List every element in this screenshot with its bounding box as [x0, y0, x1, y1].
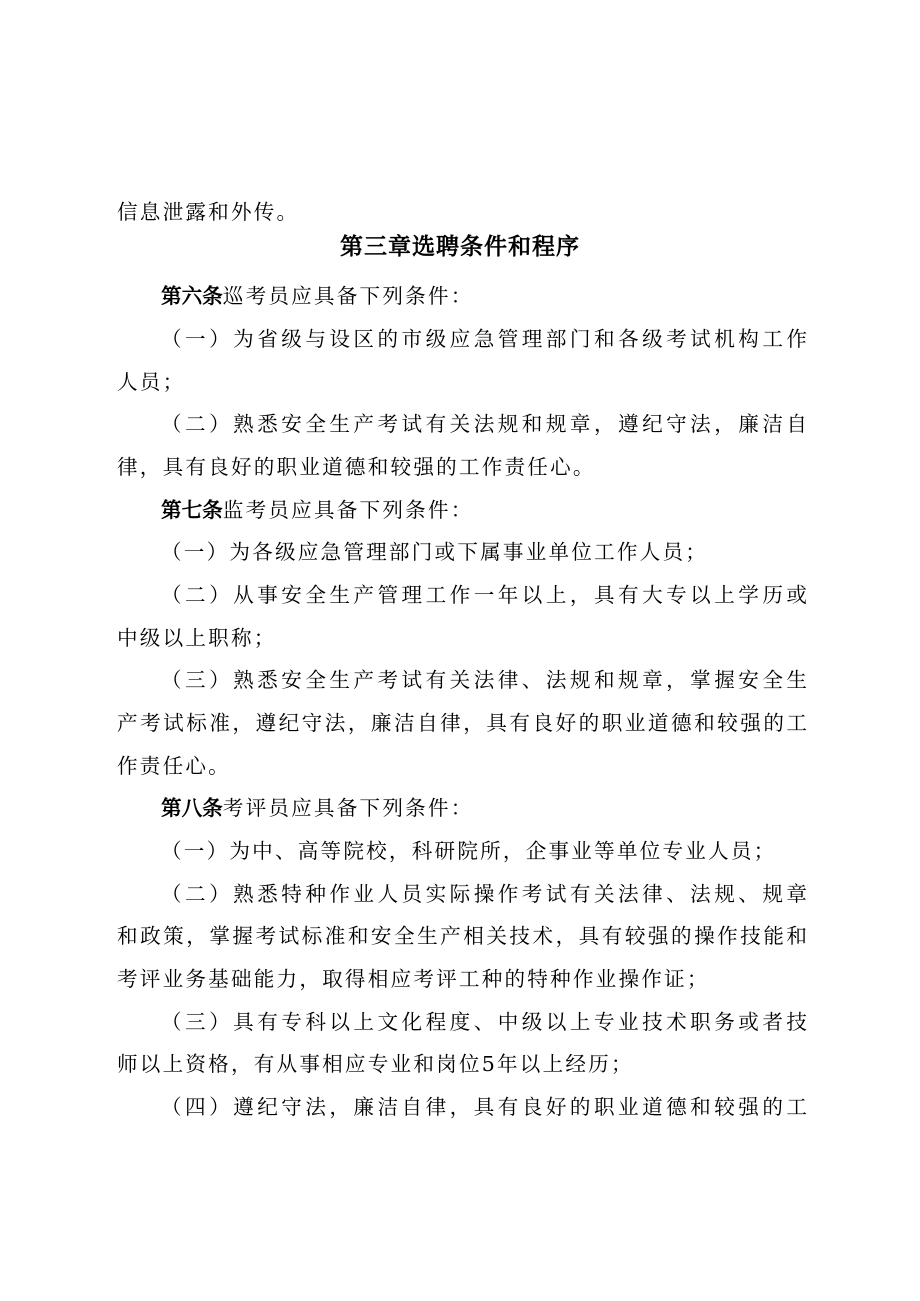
article-7-item-3-cont-2: 作责任心。	[117, 754, 231, 778]
article-8-item-2: （二）熟悉特种作业人员实际操作考试有关法律、法规、规章	[161, 882, 807, 906]
article-7-item-3-cont: 产考试标准，遵纪守法，廉洁自律，具有良好的职业道德和较强的工	[117, 711, 807, 735]
article-7-item-2: （二）从事安全生产管理工作一年以上，具有大专以上学历或	[161, 583, 807, 607]
article-6-item-2: （二）熟悉安全生产考试有关法规和规章，遵纪守法，廉洁自	[161, 412, 807, 436]
article-8-item-2-cont: 和政策，掌握考试标准和安全生产相关技术，具有较强的操作技能和	[117, 924, 807, 948]
article-7-item-1: （一）为各级应急管理部门或下属事业单位工作人员；	[161, 540, 709, 564]
article-7-item-2-cont: 中级以上职称；	[117, 626, 277, 650]
article-6-item-1-cont: 人员；	[117, 370, 186, 394]
article-6-intro	[161, 283, 807, 309]
chapter-title: 第三章选聘条件和程序	[340, 234, 580, 260]
article-8-label: 第八条	[161, 796, 223, 820]
article-7-label: 第七条	[161, 498, 223, 522]
article-6-item-1: （一）为省级与设区的市级应急管理部门和各级考试机构工作	[161, 327, 807, 351]
article-6-label: 第六条	[161, 284, 223, 308]
article-7-item-3: （三）熟悉安全生产考试有关法律、法规和规章，掌握安全生	[161, 668, 807, 692]
article-7-intro-text: 监考员应具备下列条件：	[222, 498, 474, 522]
article-8-item-3: （三）具有专科以上文化程度、中级以上专业技术职务或者技	[161, 1010, 807, 1034]
article-8-intro-text: 考评员应具备下列条件：	[222, 796, 474, 820]
article-8-item-1: （一）为中、高等院校，科研院所，企事业等单位专业人员；	[161, 839, 777, 863]
article-8-item-4: （四）遵纪守法，廉洁自律，具有良好的职业道德和较强的工	[161, 1095, 807, 1119]
article-8-intro	[161, 795, 807, 821]
carryover-line: 信息泄露和外传。	[117, 200, 300, 224]
article-8-item-2-cont-2: 考评业务基础能力，取得相应考评工种的特种作业操作证；	[117, 967, 710, 991]
article-6-intro-text: 巡考员应具备下列条件：	[222, 284, 474, 308]
article-7-intro	[161, 497, 807, 523]
article-8-item-3-cont: 师以上资格，有从事相应专业和岗位5年以上经历；	[117, 1052, 634, 1076]
article-6-item-2-cont: 律，具有良好的职业道德和较强的工作责任心。	[117, 455, 596, 479]
